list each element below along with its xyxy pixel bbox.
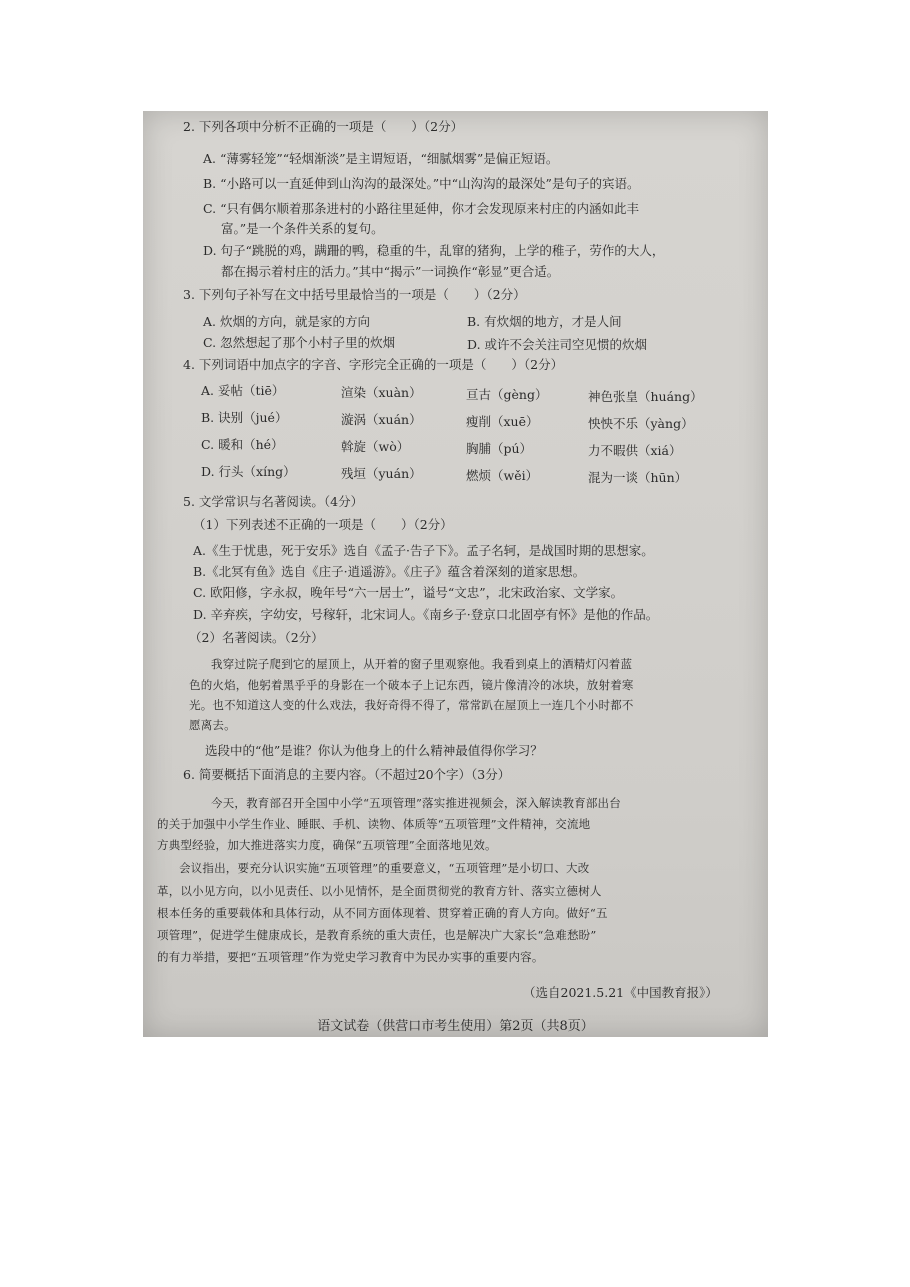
q6-news-line6: 根本任务的重要载体和具体行动，从不同方面体现着、贯穿着正确的育人方向。做好“五 xyxy=(157,906,608,920)
q2-option-d-line2: 都在揭示着村庄的活力。”其中“揭示”一词换作“彰显”更合适。 xyxy=(221,264,560,279)
q2-option-c-line2: 富。”是一个条件关系的复句。 xyxy=(221,221,384,236)
q4-b-4: 怏怏不乐（yàng） xyxy=(588,416,694,431)
q5-question: 选段中的“他”是谁？你认为他身上的什么精神最值得你学习？ xyxy=(205,743,543,758)
q5-passage-line2: 色的火焰，他躬着黑乎乎的身影在一个破本子上记东西，镜片像清冷的冰块，放射着寒 xyxy=(189,678,634,692)
q2-stem: 2. 下列各项中分析不正确的一项是（ ）（2分） xyxy=(183,119,464,134)
q5-option-b: B.《北冥有鱼》选自《庄子·逍遥游》。《庄子》蕴含着深刻的道家思想。 xyxy=(193,564,586,579)
q2-option-c-line1: C. “只有偶尔顺着那条进村的小路往里延伸，你才会发现原来村庄的内涵如此丰 xyxy=(203,201,639,216)
q4-a-1: A. 妥帖（tiē） xyxy=(201,383,285,398)
page-footer: 语文试卷（供营口市考生使用）第2页（共8页） xyxy=(317,1019,594,1034)
q6-news-line5: 革，以小见方向，以小见责任、以小见情怀，是全面贯彻党的教育方针、落实立德树人 xyxy=(157,884,602,898)
q4-c-3: 胸脯（pú） xyxy=(466,441,533,456)
q4-c-4: 力不暇供（xiá） xyxy=(588,443,682,458)
q6-source: （选自2021.5.21《中国教育报》） xyxy=(523,985,718,1000)
q3-option-a: A. 炊烟的方向，就是家的方向 xyxy=(203,314,370,329)
q4-a-2: 渲染（xuàn） xyxy=(341,385,422,400)
q6-stem: 6. 简要概括下面消息的主要内容。（不超过20个字）（3分） xyxy=(183,767,511,782)
q5-passage-line4: 愿离去。 xyxy=(189,718,236,732)
q4-c-2: 斡旋（wò） xyxy=(341,439,410,454)
q6-news-line2: 的关于加强中小学生作业、睡眠、手机、读物、体质等“五项管理”文件精神，交流地 xyxy=(157,817,591,831)
q5-stem: 5. 文学常识与名著阅读。（4分） xyxy=(183,494,364,509)
q6-news-line4: 会议指出，要充分认识实施“五项管理”的重要意义，“五项管理”是小切口、大改 xyxy=(179,861,590,875)
q4-b-2: 漩涡（xuán） xyxy=(341,412,422,427)
q5-option-a: A.《生于忧患，死于安乐》选自《孟子·告子下》。孟子名轲，是战国时期的思想家。 xyxy=(193,543,654,558)
q6-news-line8: 的有力举措，要把“五项管理”作为党史学习教育中为民办实事的重要内容。 xyxy=(157,950,544,964)
q3-stem: 3. 下列句子补写在文中括号里最恰当的一项是（ ）（2分） xyxy=(183,287,526,302)
q5-passage-line3: 光。也不知道这人变的什么戏法，我好奇得不得了，常常趴在屋顶上一连几个小时都不 xyxy=(189,698,634,712)
q2-option-b: B. “小路可以一直延伸到山沟沟的最深处。”中“山沟沟的最深处”是句子的宾语。 xyxy=(203,176,640,191)
q4-b-3: 瘦削（xuē） xyxy=(466,414,539,429)
q6-news-line1: 今天，教育部召开全国中小学“五项管理”落实推进视频会，深入解读教育部出台 xyxy=(211,796,621,810)
q3-option-c: C. 忽然想起了那个小村子里的炊烟 xyxy=(203,335,396,350)
q4-d-1: D. 行头（xíng） xyxy=(201,464,296,479)
q4-a-4: 神色张皇（huáng） xyxy=(588,389,703,404)
q4-stem: 4. 下列词语中加点字的字音、字形完全正确的一项是（ ）（2分） xyxy=(183,357,564,372)
q5-passage-line1: 我穿过院子爬到它的屋顶上，从开着的窗子里观察他。我看到桌上的酒精灯闪着蓝 xyxy=(211,657,633,671)
q2-option-a: A. “薄雾轻笼”“轻烟渐淡”是主谓短语，“细腻烟雾”是偏正短语。 xyxy=(203,151,559,166)
q2-option-d-line1: D. 句子“跳脱的鸡，蹒跚的鸭，稳重的牛，乱窜的猪狗，上学的稚子，劳作的大人， xyxy=(203,243,665,258)
q4-d-3: 燃烦（wěi） xyxy=(466,468,539,483)
q4-a-3: 亘古（gèng） xyxy=(466,387,548,402)
q4-b-1: B. 诀别（jué） xyxy=(201,410,288,425)
q5-sub1: （1）下列表述不正确的一项是（ ）（2分） xyxy=(193,517,453,532)
q4-d-4: 混为一谈（hūn） xyxy=(588,470,688,485)
exam-page-photo xyxy=(143,111,768,1037)
q5-sub2: （2）名著阅读。（2分） xyxy=(189,630,324,645)
q4-c-1: C. 暖和（hé） xyxy=(201,437,284,452)
q6-news-line3: 方典型经验，加大推进落实力度，确保“五项管理”全面落地见效。 xyxy=(157,838,497,852)
q5-option-d: D. 辛弃疾，字幼安，号稼轩，北宋词人。《南乡子·登京口北固亭有怀》是他的作品。 xyxy=(193,607,659,622)
q3-option-d: D. 或许不会关注司空见惯的炊烟 xyxy=(467,337,648,352)
q6-news-line7: 项管理”，促进学生健康成长，是教育系统的重大责任，也是解决广大家长“急难愁盼” xyxy=(157,928,597,942)
q3-option-b: B. 有炊烟的地方，才是人间 xyxy=(467,314,622,329)
q4-d-2: 残垣（yuán） xyxy=(341,466,422,481)
q5-option-c: C. 欧阳修，字永叔，晚年号“六一居士”，谥号“文忠”，北宋政治家、文学家。 xyxy=(193,585,624,600)
